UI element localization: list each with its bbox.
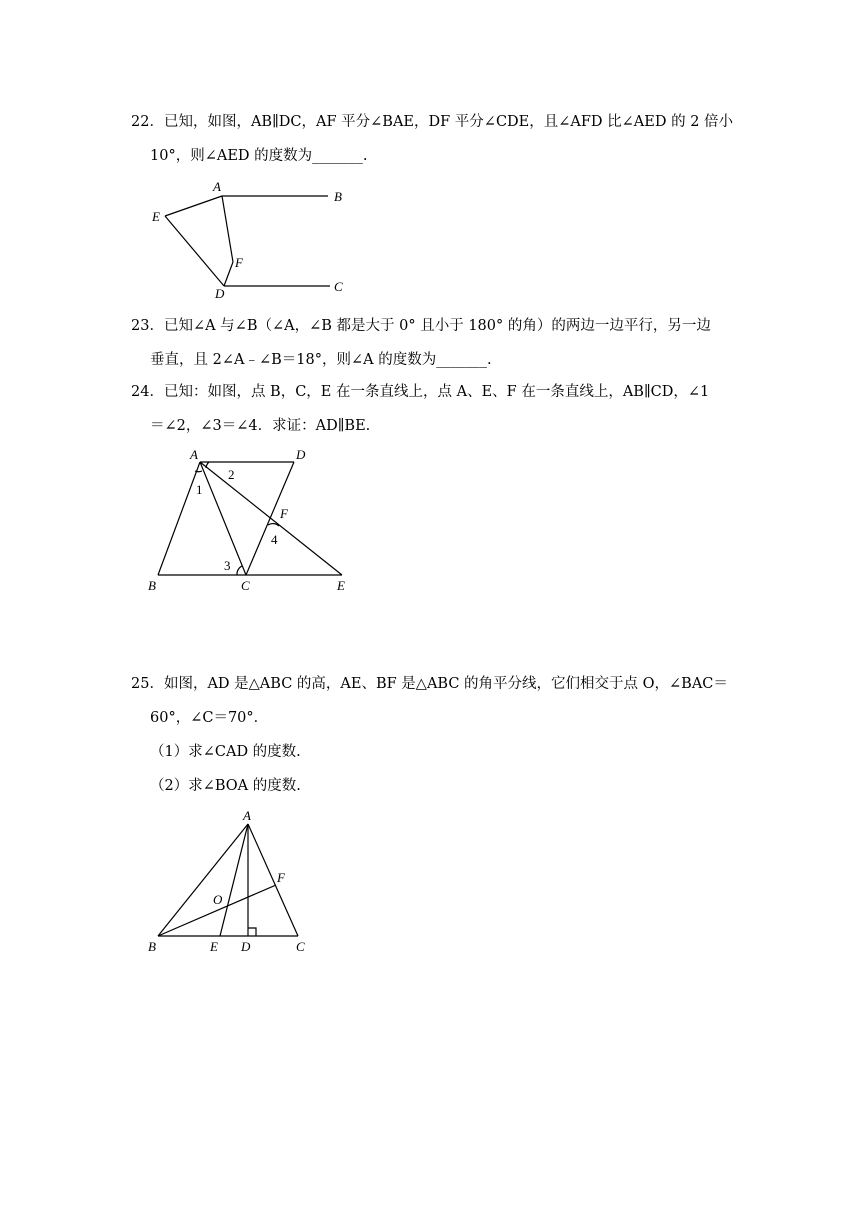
q25-label-d: D xyxy=(241,939,251,954)
q25-sub1: （1）求∠CAD 的度数. xyxy=(150,744,301,760)
q25-sub2: （2）求∠BOA 的度数. xyxy=(150,778,301,794)
q25-label-b: B xyxy=(148,939,156,954)
q24-line2: ＝∠2，∠3＝∠4．求证：AD∥BE. xyxy=(150,418,371,434)
q24-angle-4: 4 xyxy=(271,532,278,547)
q24-label-a: A xyxy=(190,447,198,462)
q22-figure xyxy=(140,178,370,302)
q23-line2: 垂直，且 2∠A﹣∠B＝18°，则∠A 的度数为_______. xyxy=(150,352,492,368)
q24-label-b: B xyxy=(148,578,156,593)
q22-label-d: D xyxy=(215,286,225,301)
q25-line2: 60°，∠C＝70°． xyxy=(150,710,269,726)
q22-label-f: F xyxy=(235,255,243,270)
q25-line1: 25．如图，AD 是△ABC 的高，AE、BF 是△ABC 的角平分线，它们相交于点 O，∠BAC＝ xyxy=(131,676,728,692)
q24-figure xyxy=(140,444,360,596)
q22-line2: 10°，则∠AED 的度数为_______. xyxy=(150,148,368,164)
q25-label-e: E xyxy=(210,939,218,954)
q25-label-f: F xyxy=(277,870,285,885)
q22-label-a: A xyxy=(213,179,221,194)
q22-label-c: C xyxy=(334,279,343,294)
q24-angle-3: 3 xyxy=(224,558,231,573)
q23-line1: 23．已知∠A 与∠B（∠A，∠B 都是大于 0° 且小于 180° 的角）的两边一边平行，另一边 xyxy=(131,318,711,334)
q24-label-c: C xyxy=(241,578,250,593)
q22-label-e: E xyxy=(152,209,160,224)
q24-label-d: D xyxy=(296,447,306,462)
q24-label-f: F xyxy=(280,506,288,521)
q25-label-a: A xyxy=(243,808,251,823)
q22-label-b: B xyxy=(334,189,342,204)
q25-figure xyxy=(140,806,320,956)
q24-angle-2: 2 xyxy=(228,467,235,482)
q22-line1: 22．已知，如图，AB∥DC，AF 平分∠BAE，DF 平分∠CDE，且∠AFD 比∠AED 的 2 倍小 xyxy=(131,114,734,130)
q25-label-o: O xyxy=(213,892,223,907)
q25-label-c: C xyxy=(296,939,305,954)
q24-label-e: E xyxy=(337,578,345,593)
q24-angle-1: 1 xyxy=(196,482,203,497)
q24-line1: 24．已知：如图，点 B，C，E 在一条直线上，点 A、E、F 在一条直线上，AB∥CD，∠1 xyxy=(131,384,710,400)
